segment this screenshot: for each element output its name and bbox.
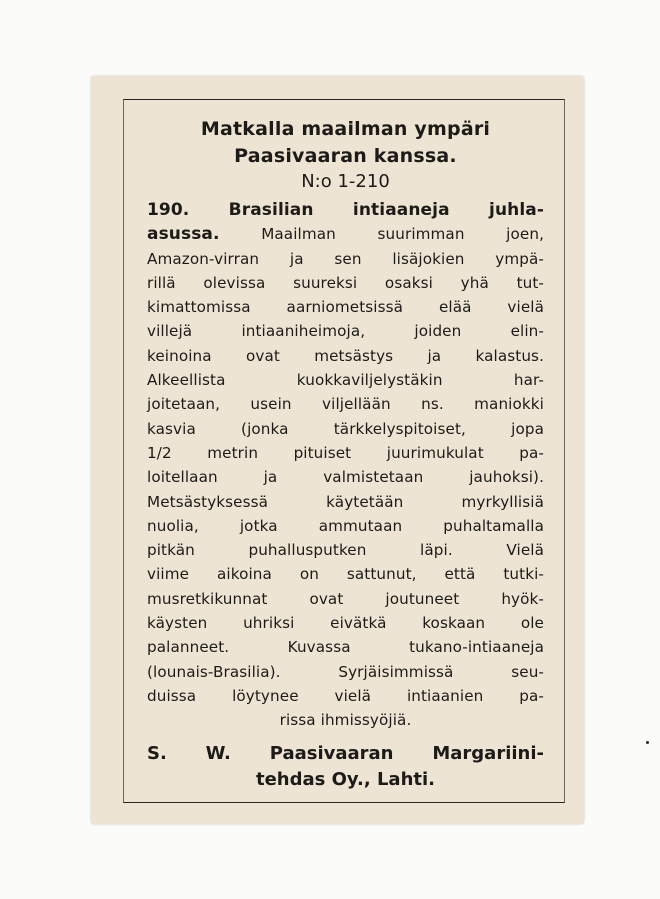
body-line-text: palanneet. Kuvassa tukano-intiaaneja xyxy=(147,638,544,657)
body-line-text: pitkän puhallusputken läpi. Vielä xyxy=(147,541,544,560)
body-line-text: kasvia (jonka tärkkelyspitoiset, jopa xyxy=(147,419,544,438)
body-line xyxy=(147,247,544,271)
body-line xyxy=(147,295,544,319)
body-line-text: kimattomissa aarniometsissä elää vielä xyxy=(147,298,544,317)
card-publisher xyxy=(147,741,544,793)
card-title-line-1: Matkalla maailman ympäri xyxy=(200,118,491,140)
body-line-text: villejä intiaaniheimoja, joiden elin- xyxy=(147,322,544,341)
body-line xyxy=(147,319,544,343)
body-line-text: loitellaan ja valmistetaan jauhoksi). xyxy=(147,468,544,487)
body-line xyxy=(147,684,544,708)
body-line-text: 1/2 metrin pituiset juurimukulat pa- xyxy=(147,443,544,462)
body-line xyxy=(147,514,544,538)
body-line xyxy=(147,587,544,611)
body-line-text: joitetaan, usein viljellään ns. maniokki xyxy=(147,395,544,414)
body-line xyxy=(147,490,544,514)
body-line-text: Alkeellista kuokkaviljelystäkin har- xyxy=(147,371,544,390)
body-line-text: keinoina ovat metsästys ja kalastus. xyxy=(147,346,544,365)
body-line xyxy=(147,562,544,586)
body-line xyxy=(147,368,544,392)
body-line xyxy=(147,611,544,635)
body-line xyxy=(147,344,544,368)
body-line xyxy=(147,198,544,222)
body-line-text: rillä olevissa suureksi osaksi yhä tut- xyxy=(147,273,544,292)
body-line xyxy=(147,417,544,441)
body-line xyxy=(147,465,544,489)
body-line-text: nuolia, jotka ammutaan puhaltamalla xyxy=(147,516,544,535)
body-line xyxy=(147,635,544,659)
card-title-line-2: Paasivaaran kanssa. xyxy=(234,145,457,167)
body-line-text: Maailman suurimman joen, xyxy=(219,225,544,244)
body-line xyxy=(147,538,544,562)
body-line-text: käysten uhriksi eivätkä koskaan ole xyxy=(147,614,544,633)
publisher-line-2: tehdas Oy., Lahti. xyxy=(255,768,435,790)
card-content xyxy=(147,116,544,793)
body-line-bold: 190. Brasilian intiaaneja juhla- xyxy=(147,200,544,220)
body-line xyxy=(147,660,544,684)
card-body-text xyxy=(147,198,544,733)
body-line-text: (lounais-Brasilia). Syrjäisimmissä seu- xyxy=(147,662,544,681)
body-line xyxy=(147,441,544,465)
publisher-line-1: S. W. Paasivaaran Margariini- xyxy=(147,742,544,764)
body-line-bold: asussa. xyxy=(147,224,220,245)
card-series-number: N:o 1-210 xyxy=(301,171,390,192)
dust-speck xyxy=(646,741,649,744)
body-line xyxy=(147,222,544,246)
body-line-text: viime aikoina on sattunut, että tutki- xyxy=(147,565,544,584)
body-line-text: duissa löytynee vielä intiaanien pa- xyxy=(147,686,544,705)
body-line-text: rissa ihmissyöjiä. xyxy=(279,711,412,730)
body-line-text: musretkikunnat ovat joutuneet hyök- xyxy=(147,589,544,608)
body-line xyxy=(147,271,544,295)
body-line-text: Amazon-virran ja sen lisäjokien ympä- xyxy=(147,249,544,268)
trading-card xyxy=(91,76,584,824)
body-line xyxy=(147,392,544,416)
body-line xyxy=(147,708,544,732)
body-line-text: Metsästyksessä käytetään myrkyllisiä xyxy=(147,492,544,511)
